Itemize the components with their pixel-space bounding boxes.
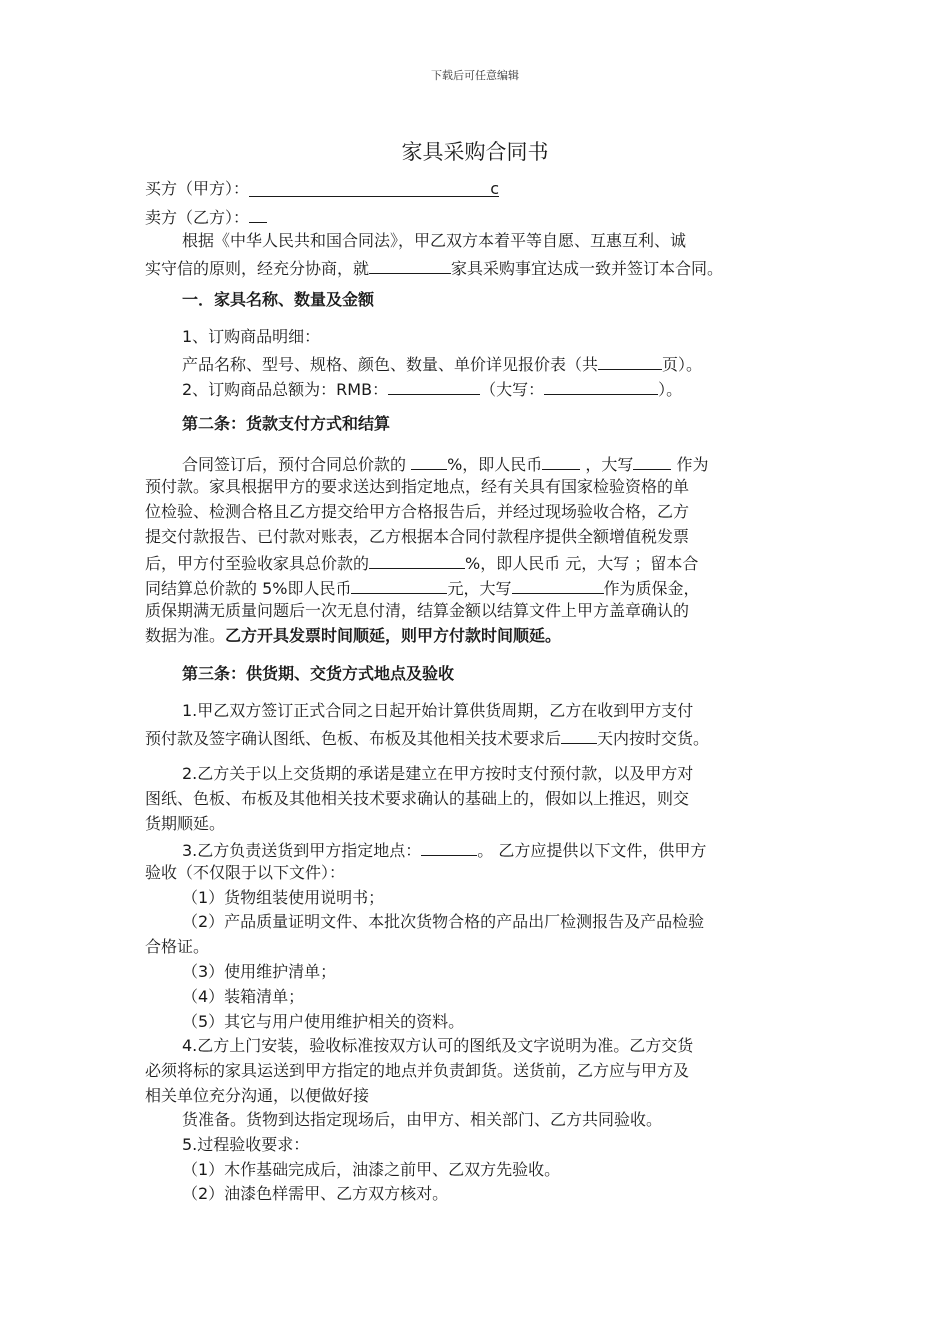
s3-p4-line-2: 必须将标的家具运送到甲方指定的地点并负责卸货。送货前，乙方应与甲方及 xyxy=(145,1061,690,1080)
s3-p5-heading: 5.过程验收要求： xyxy=(182,1135,310,1154)
delivery-days-blank xyxy=(561,726,597,744)
s2-line-8 xyxy=(145,626,561,646)
s3-p2-line-1: 2.乙方关于以上交货期的承诺是建立在甲方按时支付预付款，以及甲方对 xyxy=(182,764,694,783)
seller-label: 卖方（乙方）： xyxy=(145,208,250,227)
s2-text: 后，甲方付至验收家具总价款的 xyxy=(145,554,370,573)
buyer-value: c xyxy=(490,179,500,198)
doc-item-4: （4）装箱清单； xyxy=(182,987,305,1006)
s2-line-4: 提交付款报告、已付款对账表，乙方根据本合同付款程序提供全额增值税发票 xyxy=(145,527,690,546)
uppercase-amount-blank xyxy=(544,377,658,395)
s3-p1-line-2 xyxy=(145,726,709,749)
prepay-rmb-blank xyxy=(542,452,580,470)
s3-p3-line-1 xyxy=(182,838,706,861)
s2-bold-text: 乙方开具发票时间顺延，则甲方付款时间顺延。 xyxy=(225,626,562,645)
s2-line-2: 预付款。家具根据甲方的要求送达到指定地点，经有关具有国家检验资格的单 xyxy=(145,477,690,496)
s1-text: （大写： xyxy=(480,380,545,399)
doc-item-3: （3）使用维护清单； xyxy=(182,962,337,981)
s2-line-6 xyxy=(145,576,700,599)
buyer-label: 买方（甲方）： xyxy=(145,179,250,198)
s2-text: 作为质保金， xyxy=(603,579,700,598)
s2-line-1 xyxy=(182,452,709,475)
s1-text: 2、订购商品总额为：RMB： xyxy=(182,380,389,399)
section-1-heading: 一．家具名称、数量及金额 xyxy=(182,290,375,309)
buyer-blank xyxy=(249,179,499,197)
s2-text: ，大写 xyxy=(580,455,634,474)
doc-item-1: （1）货物组装使用说明书； xyxy=(182,888,385,907)
s1-text: ）。 xyxy=(658,380,683,399)
prepay-percent-blank xyxy=(411,452,447,470)
buyer-line xyxy=(145,179,499,199)
s1-item-1-detail xyxy=(182,352,702,375)
s2-text: 合同签订后，预付合同总价款的 xyxy=(182,455,412,474)
intro-text: 实守信的原则，经充分协商，就 xyxy=(145,259,370,278)
s1-item-2 xyxy=(182,377,682,400)
s3-p5-item-1: （1）木作基础完成后，油漆之前甲、乙双方先验收。 xyxy=(182,1160,561,1179)
s3-text: 天内按时交货。 xyxy=(597,729,710,748)
s3-p5-item-2: （2）油漆色样需甲、乙方双方核对。 xyxy=(182,1184,449,1203)
s3-p4-line-1: 4.乙方上门安装，验收标准按双方认可的图纸及文字说明为准。乙方交货 xyxy=(182,1036,694,1055)
s2-line-7: 质保期满无质量问题后一次无息付清，结算金额以结算文件上甲方盖章确认的 xyxy=(145,601,690,620)
intro-text: 家具采购事宜达成一致并签订本合同。 xyxy=(451,259,724,278)
s2-text: 同结算总价款的 5%即人民币 xyxy=(145,579,352,598)
doc-item-2-line-2: 合格证。 xyxy=(145,937,210,956)
section-3-heading: 第三条：供货期、交货方式地点及验收 xyxy=(182,664,455,683)
seller-line xyxy=(145,205,267,228)
s3-p2-line-2: 图纸、色板、布板及其他相关技术要求确认的基础上的，假如以上推迟，则交 xyxy=(145,789,690,808)
intro-line-1: 根据《中华人民共和国合同法》，甲乙双方本着平等自愿、互惠互利、诚 xyxy=(182,231,687,250)
s1-text: 页）。 xyxy=(662,355,703,374)
section-2-heading: 第二条：货款支付方式和结算 xyxy=(182,414,391,433)
retention-uppercase-blank xyxy=(512,576,604,594)
retention-rmb-blank xyxy=(351,576,447,594)
acceptance-percent-blank xyxy=(369,551,465,569)
s2-line-5 xyxy=(145,551,698,574)
prepay-uppercase-blank xyxy=(633,452,671,470)
project-blank xyxy=(369,256,451,274)
pages-blank xyxy=(598,352,662,370)
doc-item-2-line-1: （2）产品质量证明文件、本批次货物合格的产品出厂检测报告及产品检验 xyxy=(182,912,705,931)
s1-item-1: 1、订购商品明细： xyxy=(182,327,321,346)
s2-text: 元，大写 xyxy=(447,579,512,598)
s3-text: 。 乙方应提供以下文件，供甲方 xyxy=(477,841,707,860)
s3-p4-line-4: 货准备。货物到达指定现场后，由甲方、相关部门、乙方共同验收。 xyxy=(182,1110,663,1129)
s2-text: 数据为准。 xyxy=(145,626,226,645)
rmb-blank xyxy=(388,377,480,395)
s3-p1-line-1: 1.甲乙双方签订正式合同之日起开始计算供货周期，乙方在收到甲方支付 xyxy=(182,701,694,720)
s2-text: 作为 xyxy=(671,455,709,474)
s2-line-3: 位检验、检测合格且乙方提交给甲方合格报告后，并经过现场验收合格，乙方 xyxy=(145,502,690,521)
s1-text: 产品名称、型号、规格、颜色、数量、单价详见报价表（共 xyxy=(182,355,599,374)
s3-p2-line-3: 货期顺延。 xyxy=(145,814,226,833)
s3-text: 预付款及签字确认图纸、色板、布板及其他相关技术要求后 xyxy=(145,729,562,748)
delivery-location-blank xyxy=(421,838,477,856)
s2-text: %，即人民币 元，大写 ；留本合 xyxy=(465,554,699,573)
s3-p3-line-2: 验收（不仅限于以下文件）： xyxy=(145,863,346,882)
doc-item-5: （5）其它与用户使用维护相关的资料。 xyxy=(182,1012,465,1031)
page-header: 下载后可任意编辑 xyxy=(431,69,519,82)
document-title: 家具采购合同书 xyxy=(401,140,549,164)
s3-text: 3.乙方负责送货到甲方指定地点： xyxy=(182,841,422,860)
seller-blank xyxy=(249,205,267,223)
s3-p4-line-3: 相关单位充分沟通，以便做好接 xyxy=(145,1086,370,1105)
intro-line-2 xyxy=(145,256,723,279)
s2-text: %，即人民币 xyxy=(447,455,543,474)
